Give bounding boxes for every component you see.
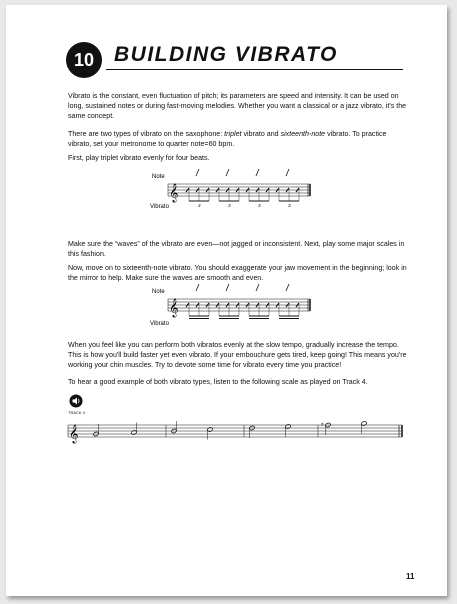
title-rule	[106, 69, 403, 70]
quarter-slash	[196, 284, 199, 291]
chapter-number: 10	[66, 42, 102, 78]
tuplet-number: 3	[258, 203, 261, 208]
treble-clef-icon: 𝄞	[169, 298, 179, 317]
staff-lines	[68, 425, 402, 437]
chapter-title: BUILDING VIBRATO	[114, 43, 338, 66]
half-note-head	[131, 430, 137, 435]
sharp-icon: ♯	[321, 421, 324, 429]
sixteenth-vibrato-example	[146, 280, 316, 330]
text-run: vibrato and	[241, 130, 281, 138]
vibrato-label: Vibrato	[150, 321, 169, 327]
triplet-vibrato-example	[146, 165, 316, 213]
paragraph-triplet-instruction: First, play triplet vibrato evenly for four beats.	[68, 154, 210, 162]
paragraph-sixteenth: Now, move on to sixteenth-note vibrato. You should exaggerate your jaw movement in the beginning; look in the mirror to help. Make sure the waves are smooth and even.	[68, 264, 407, 282]
quarter-slash	[256, 169, 259, 176]
quarter-slash	[226, 169, 229, 176]
note-label: Note	[152, 289, 165, 295]
speaker-icon[interactable]	[69, 394, 83, 408]
note-label: Note	[152, 174, 165, 180]
quarter-slash	[286, 284, 289, 291]
quarter-slash	[256, 284, 259, 291]
tuplet-number: 3	[288, 203, 291, 208]
text-run-italic: triplet	[224, 130, 242, 138]
paragraph-tempo: When you feel like you can perform both vibratos evenly at the slow tempo, gradually increase the tempo. This is how you'll build faster yet even vibrato. If your embouchure gets tired, keep going! This means you're working your chin muscles. Try to devote some time for vibrato every time you practice!	[68, 341, 407, 369]
quarter-slash	[286, 169, 289, 176]
text-run-italic: sixteenth-note	[280, 130, 326, 138]
text-run: There are two types of vibrato on the saxophone:	[68, 130, 225, 138]
treble-clef-icon: 𝄞	[69, 424, 79, 443]
paragraph-types	[68, 129, 408, 149]
tuplet-number: 3	[228, 203, 231, 208]
scale-example	[66, 415, 406, 447]
tuplet-number: 3	[198, 203, 201, 208]
paragraph-intro: Vibrato is the constant, even fluctuation of pitch; its parameters are speed and intensity. It can be used on long, sustained notes or during fast-moving melodies. Whether you want a classical or a jazz vibrato, it's the same concept.	[68, 92, 407, 120]
track-label: TRACK 4	[68, 410, 85, 415]
half-notes	[93, 421, 367, 440]
half-note-head	[285, 424, 291, 429]
page-number: 11	[406, 572, 415, 581]
quarter-slash	[226, 284, 229, 291]
vibrato-notes	[186, 169, 299, 208]
text-run: vibrato. To practice vibrato, set your metronome to quarter note=60 bpm.	[68, 130, 387, 148]
page	[6, 5, 447, 596]
vibrato-notes	[186, 284, 299, 319]
quarter-slash	[196, 169, 199, 176]
half-note-head	[207, 427, 213, 432]
paragraph-track: To hear a good example of both vibrato types, listen to the following scale as played on Track 4.	[68, 378, 368, 386]
half-note-head	[361, 421, 367, 426]
treble-clef-icon: 𝄞	[169, 183, 179, 202]
paragraph-waves: Make sure the “waves” of the vibrato are even—not jagged or inconsistent. Next, play some major scales in this fashion.	[68, 240, 405, 258]
vibrato-label: Vibrato	[150, 204, 169, 210]
